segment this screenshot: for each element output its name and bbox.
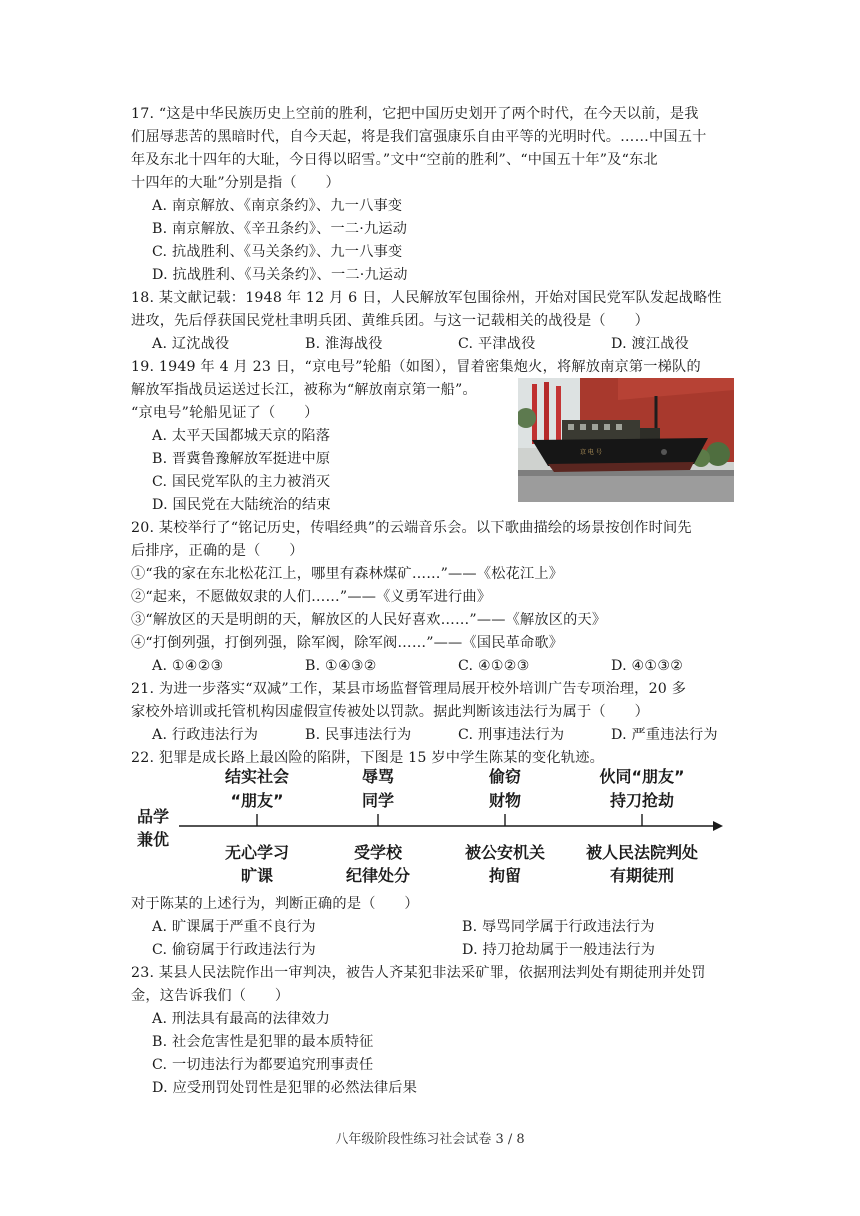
q18-option-d[interactable]: D. 渡江战役 <box>611 336 690 352</box>
q18-stem-line-1: 18. 某文献记载：1948 年 12 月 6 日，人民解放军包围徐州，开始对国民党军队发起战略性 <box>131 290 722 306</box>
q23-option-c[interactable]: C. 一切违法行为都要追究刑事责任 <box>152 1057 374 1073</box>
timeline-bottom-4a: 被人民法院判处 <box>585 843 699 862</box>
timeline-bottom-2b: 纪律处分 <box>345 866 411 885</box>
q17-stem-line-1: 17. “这是中华民族历史上空前的胜利，它把中国历史划开了两个时代，在今天以前，是我 <box>131 106 699 122</box>
boat-hull-name: 京 电 号 <box>580 449 602 456</box>
q17-stem-line-2: 们屈辱悲苦的黑暗时代，自今天起，将是我们富强康乐自由平等的光明时代。……中国五十 <box>131 129 707 145</box>
q17-option-d[interactable]: D. 抗战胜利、《马关条约》、一二·九运动 <box>152 267 408 283</box>
q23-stem-line-2: 金，这告诉我们（ ） <box>131 988 290 1004</box>
q18-stem-line-2: 进攻，先后俘获国民党杜聿明兵团、黄维兵团。与这一记载相关的战役是（ ） <box>131 313 649 329</box>
q20-option-a[interactable]: A. ①④②③ <box>152 658 224 674</box>
timeline-bottom-2a: 受学校 <box>353 843 403 862</box>
q21-option-d[interactable]: D. 严重违法行为 <box>611 727 718 743</box>
timeline-start-label-2: 兼优 <box>137 830 170 849</box>
q17-option-a[interactable]: A. 南京解放、《南京条约》、九一八事变 <box>152 198 403 214</box>
q17-stem-line-3: 年及东北十四年的大耻，今日得以昭雪。”文中“空前的胜利”、“中国五十年”及“东北 <box>131 152 658 168</box>
q18-option-c[interactable]: C. 平津战役 <box>458 336 536 352</box>
q21-option-c[interactable]: C. 刑事违法行为 <box>458 727 565 743</box>
q20-option-c[interactable]: C. ④①②③ <box>458 658 530 674</box>
q18-option-a[interactable]: A. 辽沈战役 <box>152 336 230 352</box>
q20-song-3: ③“解放区的天是明朗的天，解放区的人民好喜欢……”——《解放区的天》 <box>131 612 607 628</box>
timeline-top-4b: 持刀抢劫 <box>609 791 675 810</box>
q22-option-c[interactable]: C. 偷窃属于行政违法行为 <box>152 942 316 958</box>
timeline-bottom-1a: 无心学习 <box>224 843 290 862</box>
q20-stem-line-2: 后排序，正确的是（ ） <box>131 543 304 559</box>
q19-option-b[interactable]: B. 晋冀鲁豫解放军挺进中原 <box>152 451 331 467</box>
q19-stem-line-1: 19. 1949 年 4 月 23 日，“京电号”轮船（如图），冒着密集炮火，将解放南京第一梯队的 <box>131 359 701 375</box>
q17-option-b[interactable]: B. 南京解放、《辛丑条约》、一二·九运动 <box>152 221 408 237</box>
q19-option-a[interactable]: A. 太平天国都城天京的陷落 <box>152 428 331 444</box>
q19-option-d[interactable]: D. 国民党在大陆统治的结束 <box>152 497 331 513</box>
timeline-bottom-1b: 旷课 <box>240 866 274 885</box>
q18-option-b[interactable]: B. 淮海战役 <box>305 336 383 352</box>
q23-option-d[interactable]: D. 应受刑罚处罚性是犯罪的必然法律后果 <box>152 1080 418 1096</box>
q19-option-c[interactable]: C. 国民党军队的主力被消灭 <box>152 474 331 490</box>
timeline-bottom-3a: 被公安机关 <box>464 843 546 862</box>
q20-stem-line-1: 20. 某校举行了“铭记历史，传唱经典”的云端音乐会。以下歌曲描绘的场景按创作时间先 <box>131 520 692 536</box>
q20-song-4: ④“打倒列强，打倒列强，除军阀，除军阀……”——《国民革命歌》 <box>131 635 564 651</box>
timeline-top-1a: 结实社会 <box>224 767 290 786</box>
q22-option-d[interactable]: D. 持刀抢劫属于一般违法行为 <box>462 942 656 958</box>
jingdian-boat-photo <box>518 378 734 502</box>
timeline-top-2b: 同学 <box>361 791 395 810</box>
q22-option-a[interactable]: A. 旷课属于严重不良行为 <box>152 919 316 935</box>
q21-stem-line-2: 家校外培训或托管机构因虚假宣传被处以罚款。据此判断该违法行为属于（ ） <box>131 704 649 720</box>
q19-stem-line-2: 解放军指战员运送过长江，被称为“解放南京第一船”。 <box>131 382 477 398</box>
q23-option-a[interactable]: A. 刑法具有最高的法律效力 <box>152 1011 331 1027</box>
q20-options-row <box>152 656 683 676</box>
q23-stem-line-1: 23. 某县人民法院作出一审判决，被告人齐某犯非法采矿罪，依据刑法判处有期徒刑并处罚 <box>131 965 706 981</box>
timeline-arrowhead <box>713 821 723 831</box>
q17-option-c[interactable]: C. 抗战胜利、《马关条约》、九一八事变 <box>152 244 403 260</box>
q20-option-d[interactable]: D. ④①③② <box>611 658 684 674</box>
q23-option-b[interactable]: B. 社会危害性是犯罪的最本质特征 <box>152 1034 374 1050</box>
timeline-top-3a: 偷窃 <box>488 767 522 786</box>
timeline-start-label-1: 品学 <box>137 807 170 826</box>
timeline-top-2a: 辱骂 <box>361 767 395 786</box>
q22-option-b[interactable]: B. 辱骂同学属于行政违法行为 <box>462 919 655 935</box>
q21-option-b[interactable]: B. 民事违法行为 <box>305 727 412 743</box>
timeline-top-1b: “朋友” <box>230 791 284 810</box>
timeline-bottom-3b: 拘留 <box>488 866 522 885</box>
timeline-top-3b: 财物 <box>488 791 522 810</box>
q20-song-1: ①“我的家在东北松花江上，哪里有森林煤矿……”——《松花江上》 <box>131 566 564 582</box>
q21-option-a[interactable]: A. 行政违法行为 <box>152 727 259 743</box>
q22-stem-line-1: 22. 犯罪是成长路上最凶险的陷阱，下图是 15 岁中学生陈某的变化轨迹。 <box>131 750 604 766</box>
page-footer: 八年级阶段性练习社会试卷 3 / 8 <box>335 1132 525 1147</box>
timeline-top-4a: 伙同“朋友” <box>599 767 685 786</box>
q22-question: 对于陈某的上述行为，判断正确的是（ ） <box>131 896 419 912</box>
q20-option-b[interactable]: B. ①④③② <box>305 658 377 674</box>
q21-stem-line-1: 21. 为进一步落实“双减”工作，某县市场监督管理局展开校外培训广告专项治理，20 多 <box>131 681 687 697</box>
timeline-bottom-4b: 有期徒刑 <box>609 866 675 885</box>
q20-song-2: ②“起来，不愿做奴隶的人们……”——《义勇军进行曲》 <box>131 589 492 605</box>
q21-options-row <box>152 725 718 745</box>
q17-stem-line-4: 十四年的大耻”分别是指（ ） <box>131 175 340 191</box>
q19-stem-line-3: “京电号”轮船见证了（ ） <box>131 405 319 421</box>
q18-options-row <box>152 334 689 354</box>
q22-timeline-diagram <box>131 764 731 888</box>
